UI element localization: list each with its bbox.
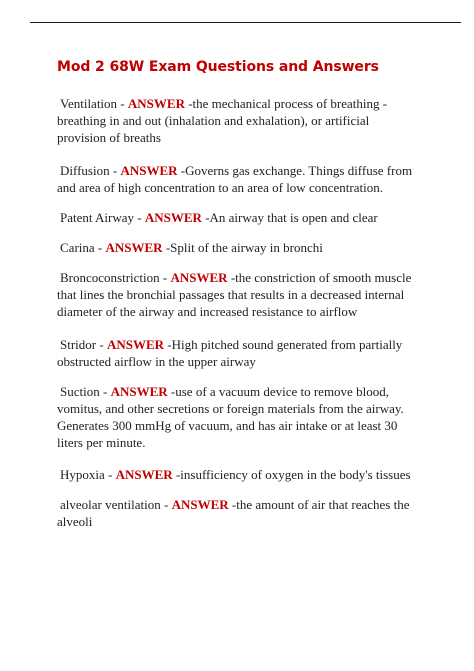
entry-term: Hypoxia [60,467,105,482]
entry-definition: -the constriction of smooth muscle that lines the bronchial passages that results in a decreased internal diameter of the airway and increased resistance to airflow [57,270,412,319]
entry-definition: -Governs gas exchange. Things diffuse from and area of high concentration to an area of low concentration. [57,163,413,195]
header-rule [30,22,461,23]
qa-list [57,95,417,543]
entry-definition: -insufficiency of oxygen in the body's tissues [175,467,411,482]
document-title: Mod 2 68W Exam Questions and Answers [57,59,379,75]
qa-entry: Stridor - ANSWER -High pitched sound generated from partially obstructed airflow in the upper airway [57,337,403,369]
entry-definition: -use of a vacuum device to remove blood, vomitus, and other secretions or foreign materials from the airway. Generates 300 mmHg of vacuum, and has air intake or at least 30 liters per minute. [57,384,404,450]
entry-definition: -the amount of air that reaches the alveoli [57,497,410,529]
answer-label: ANSWER [110,384,168,399]
qa-entry: Carina - ANSWER -Split of the airway in bronchi [57,239,417,256]
entry-term: Diffusion [60,163,110,178]
answer-label: ANSWER [171,497,229,512]
entry-term: Carina [60,240,95,255]
qa-entry: Suction - ANSWER -use of a vacuum device to remove blood, vomitus, and other secretions or foreign materials from the airway. Generates 300 mmHg of vacuum, and has air intake or at least 30 liters per minute. [57,384,404,450]
entry-term: alveolar ventilation [60,497,161,512]
qa-entry: Ventilation - ANSWER -the mechanical process of breathing - breathing in and out (inhalation and exhalation), or artificial provision of breaths [57,96,388,145]
answer-label: ANSWER [127,96,185,111]
answer-label: ANSWER [120,163,178,178]
entry-definition: -High pitched sound generated from partially obstructed airflow in the upper airway [57,337,403,369]
qa-entry: Diffusion - ANSWER -Governs gas exchange. Things diffuse from and area of high concentration to an area of low concentration. [57,163,413,195]
qa-entry: Patent Airway - ANSWER -An airway that is open and clear [57,209,417,226]
entry-term: Broncoconstriction [60,270,160,285]
answer-label: ANSWER [144,210,202,225]
entry-term: Suction [60,384,100,399]
answer-label: ANSWER [170,270,228,285]
qa-entry: Hypoxia - ANSWER -insufficiency of oxygen in the body's tissues [57,466,417,483]
qa-entry: alveolar ventilation - ANSWER -the amount of air that reaches the alveoli [57,497,410,529]
entry-term: Ventilation [60,96,118,111]
answer-label: ANSWER [115,467,173,482]
qa-entry: Broncoconstriction - ANSWER -the constriction of smooth muscle that lines the bronchial passages that results in a decreased internal diameter of the airway and increased resistance to airflow [57,270,412,319]
entry-definition: -Split of the airway in bronchi [165,240,323,255]
answer-label: ANSWER [106,337,165,352]
entry-term: Patent Airway [60,210,135,225]
entry-definition: -the mechanical process of breathing - breathing in and out (inhalation and exhalation), or artificial provision of breaths [57,96,388,145]
entry-term: Stridor [60,337,97,352]
answer-label: ANSWER [105,240,163,255]
entry-definition: -An airway that is open and clear [205,210,378,225]
